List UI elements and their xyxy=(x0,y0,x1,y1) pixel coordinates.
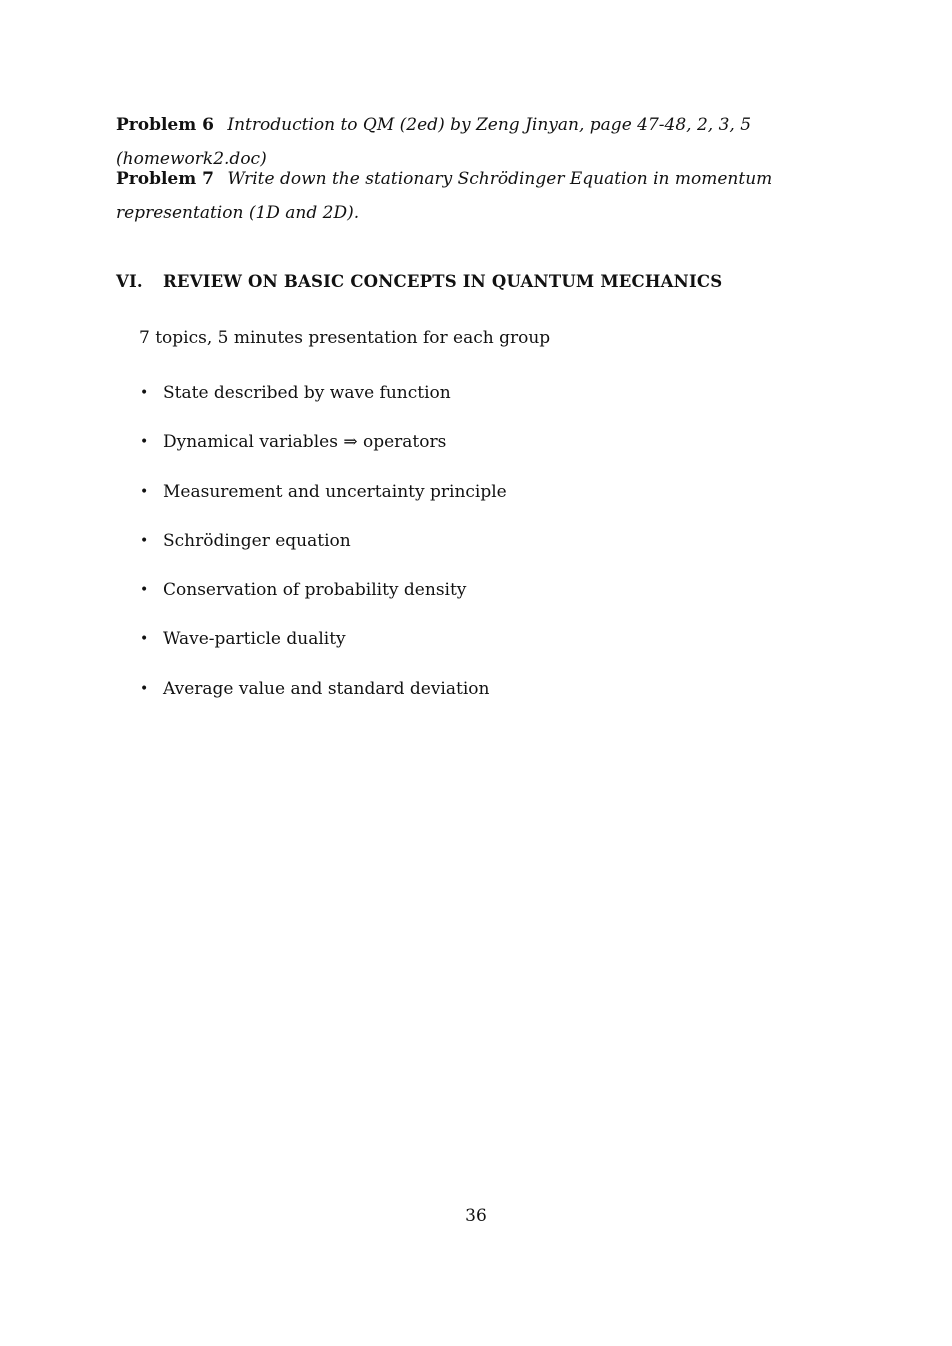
section-intro: 7 topics, 5 minutes presentation for each group xyxy=(139,328,551,348)
problem-7-text: Write down the stationary Schrödinger Equation in momentum representation (1D and 2D). xyxy=(116,169,773,223)
page-number: 36 xyxy=(465,1206,487,1226)
topic-text: State described by wave function xyxy=(163,383,451,403)
list-item xyxy=(140,383,507,432)
list-item xyxy=(140,580,507,629)
topic-text: Conservation of probability density xyxy=(163,580,467,601)
bullet-icon: • xyxy=(140,385,149,401)
list-item xyxy=(140,482,507,531)
bullet-icon: • xyxy=(140,434,149,451)
topic-text: Measurement and uncertainty principle xyxy=(163,481,507,502)
bullet-icon: • xyxy=(140,483,149,500)
bullet-icon: • xyxy=(140,631,149,648)
problem-6-text: Introduction to QM (2ed) by Zeng Jinyan, page 47-48, 2, 3, 5 (homework2.doc) xyxy=(116,115,752,169)
section-title: REVIEW ON BASIC CONCEPTS IN QUANTUM MECHANICS xyxy=(163,272,723,291)
topic-text: Average value and standard deviation xyxy=(163,678,490,699)
list-item xyxy=(140,432,507,481)
bullet-icon: • xyxy=(140,680,149,697)
topic-text: Dynamical variables ⇒ operators xyxy=(163,432,447,453)
topic-list xyxy=(140,383,507,728)
problem-7-label: Problem 7 xyxy=(116,169,214,189)
problem-6-label: Problem 6 xyxy=(116,115,214,135)
bullet-icon: • xyxy=(140,532,149,549)
bullet-icon: • xyxy=(140,582,149,599)
list-item xyxy=(140,629,507,678)
list-item xyxy=(140,679,507,728)
topic-text: Wave-particle duality xyxy=(163,629,346,650)
section-number: VI. xyxy=(116,272,143,291)
topic-text: Schrödinger equation xyxy=(163,530,351,551)
problem-7 xyxy=(116,162,866,230)
section-heading xyxy=(116,272,722,291)
list-item xyxy=(140,531,507,580)
